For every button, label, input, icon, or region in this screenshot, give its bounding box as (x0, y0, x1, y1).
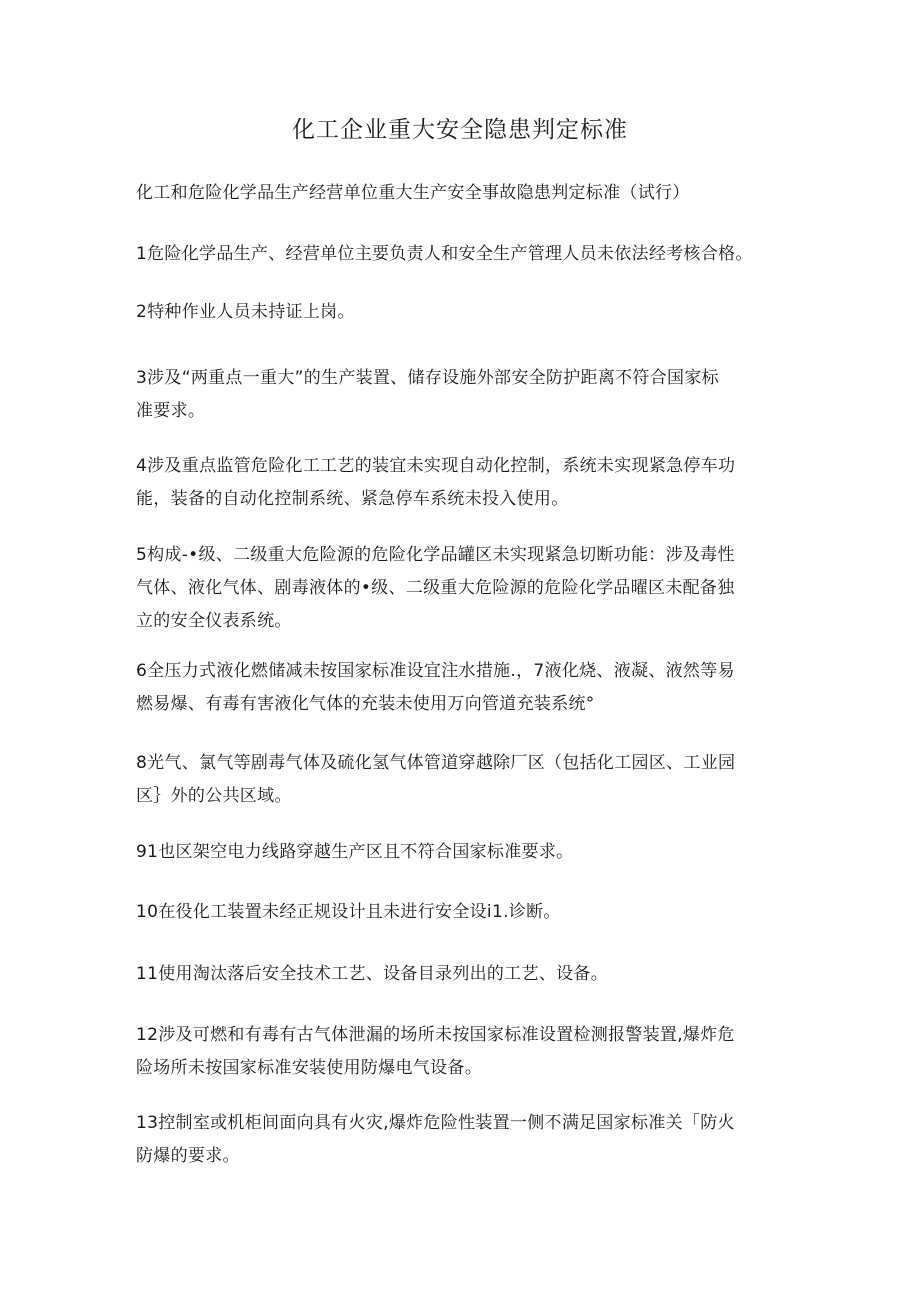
item-8: 8光气、氯气等剧毒气体及硫化氢气体管道穿越除厂区（包括化工园区、工业园 区｝外的公共区域。 (136, 753, 736, 806)
item-11: 11使用淘汰落后安全技术工艺、设备目录列出的工艺、设备。 (136, 964, 609, 984)
item-1: 1危险化学品生产、经营单位主要负责人和安全生产管理人员未依法经考核合格。 (136, 244, 753, 264)
item-2: 2特种作业人员未持证上岗。 (136, 302, 355, 322)
item-5: 5构成-•级、二级重大危险源的危险化学品罐区未实现紧急切断功能：涉及毒性 气体、液化气体、剧毒液体的•级、二级重大危险源的危险化学品曜区未配备独 立的安全仪表系统。 (136, 545, 735, 631)
item-12: 12涉及可燃和有毒有古气体泄漏的场所未按国家标准设置检测报警装置,爆炸危 险场所未按国家标准安装使用防爆电气设备。 (136, 1025, 735, 1078)
item-6-7: 6全压力式液化燃储减未按国家标准设宜注水措施.，7液化烧、液凝、液然等易 燃易爆、有毒有害液化气体的充装未使用万向管道充装系统° (136, 661, 735, 714)
item-4: 4涉及重点监管危险化工工艺的装宜未实现自动化控制，系统未实现紧急停车功 能，装备的自动化控制系统、紧急停车系统未投入使用。 (136, 456, 736, 509)
item-13: 13控制室或机柜间面向具有火灾,爆炸危险性装置一侧不满足国家标准关「防火 防爆的要求。 (136, 1113, 735, 1166)
item-10: 10在役化工装置未经正规设计且未进行安全设i1.诊断。 (136, 902, 561, 922)
document-title: 化工企业重大安全隐患判定标准 (292, 117, 628, 143)
document-subtitle: 化工和危险化学品生产经营单位重大生产安全事故隐患判定标准（试行） (136, 183, 690, 203)
item-3: 3涉及“两重点一重大”的生产装置、储存设施外部安全防护距离不符合国家标 准要求。 (136, 368, 719, 421)
item-9: 91也区架空电力线路穿越生产区且不符合国家标准要求。 (136, 842, 574, 862)
